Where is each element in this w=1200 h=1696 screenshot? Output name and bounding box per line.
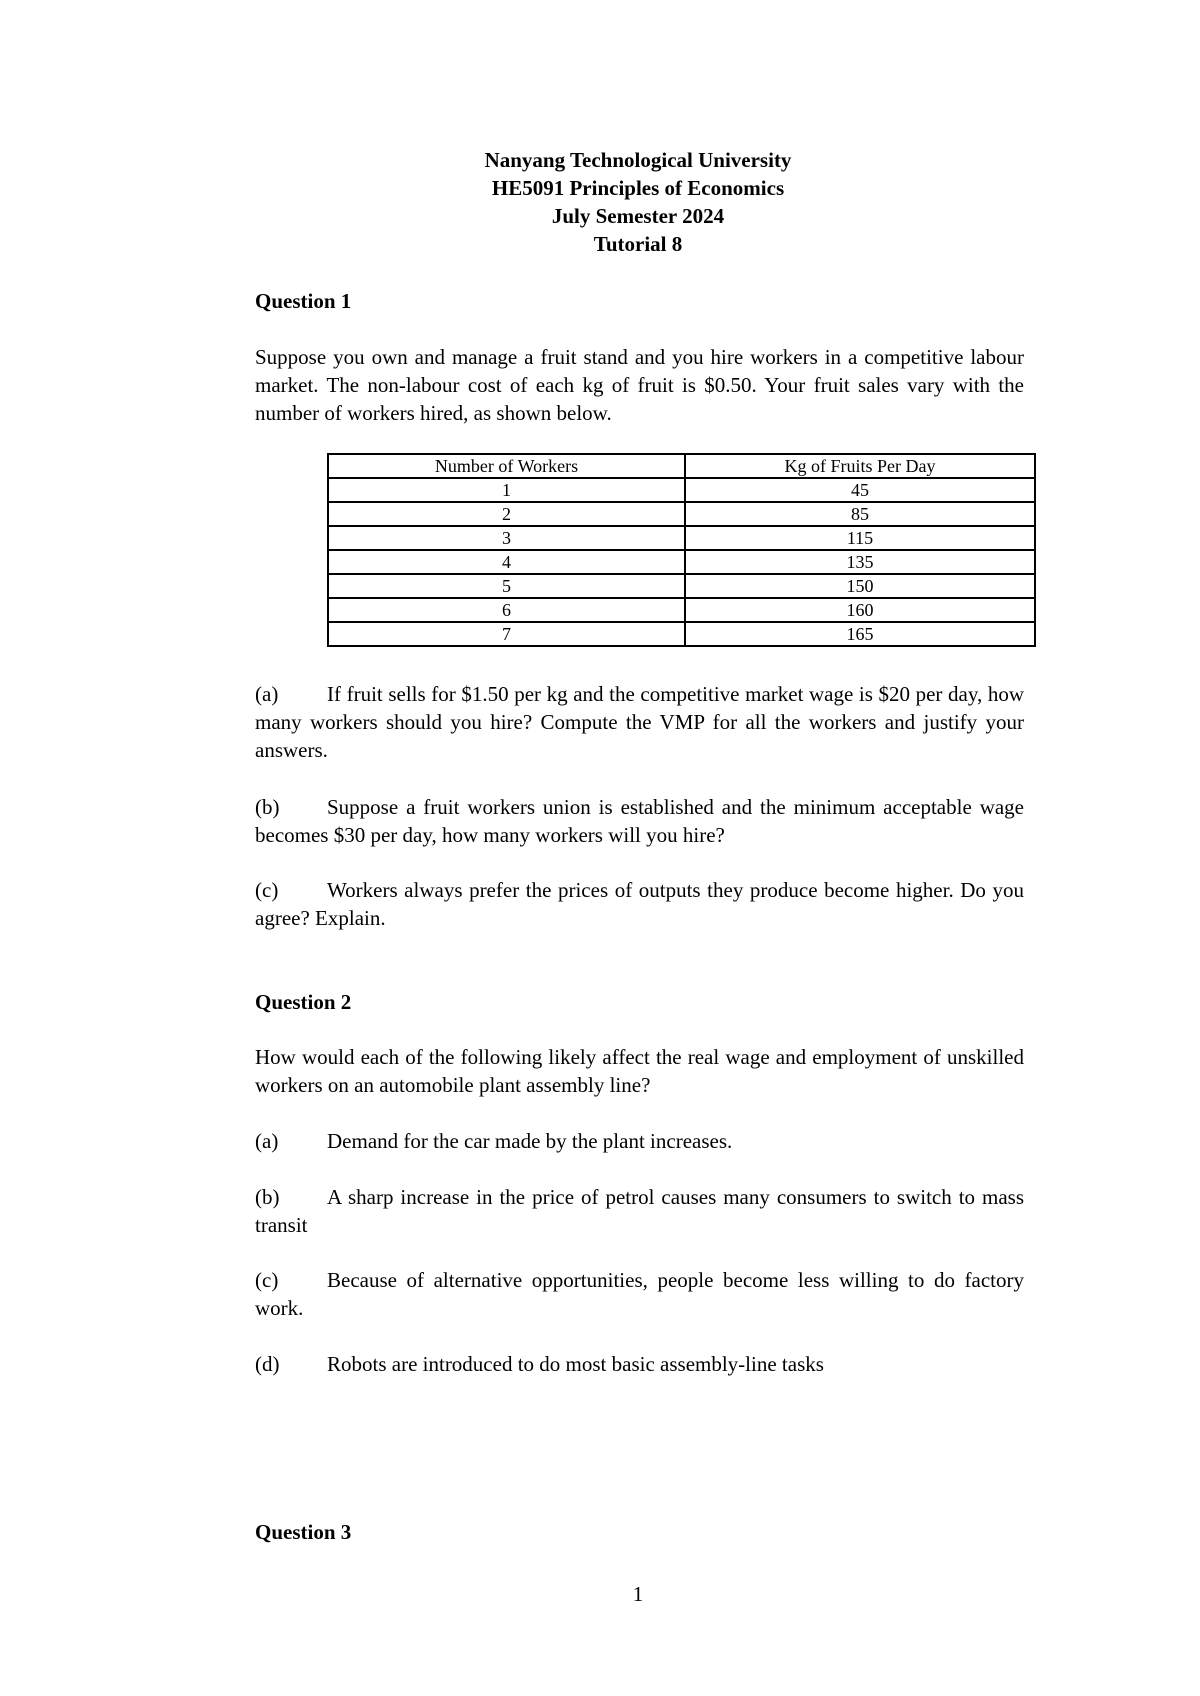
column-header-workers: Number of Workers [328,454,685,478]
workers-cell: 1 [328,478,685,502]
part-text: A sharp increase in the price of petrol causes many consumers to switch to mass transit [255,1185,1024,1237]
question-2-part-c [255,1266,1024,1322]
workers-cell: 6 [328,598,685,622]
workers-cell: 2 [328,502,685,526]
fruit-output-table [327,453,1036,647]
part-label: (b) [255,1185,280,1209]
semester-label: July Semester 2024 [551,204,725,228]
column-header-kg: Kg of Fruits Per Day [685,454,1035,478]
kg-cell: 135 [685,550,1035,574]
part-label: (b) [255,795,280,819]
kg-cell: 115 [685,526,1035,550]
tutorial-label: Tutorial 8 [593,232,683,256]
table-row [328,502,1035,526]
part-text: Suppose a fruit workers union is established and the minimum acceptable wage becomes $30 per day, how many workers will you hire? [255,795,1024,847]
part-text: Workers always prefer the prices of outputs they produce become higher. Do you agree? Explain. [255,878,1024,930]
page-number: 1 [632,1582,644,1606]
workers-cell: 4 [328,550,685,574]
question-1-intro: Suppose you own and manage a fruit stand and you hire workers in a competitive labour market. The non-labour cost of each kg of fruit is $0.50. Your fruit sales vary with the number of workers hired, as shown below. [255,345,1024,425]
question-1-part-c [255,876,1024,932]
workers-cell: 3 [328,526,685,550]
question-2-part-a [255,1127,1024,1155]
course-title: HE5091 Principles of Economics [491,176,785,200]
kg-cell: 150 [685,574,1035,598]
part-label: (a) [255,682,279,706]
table-row [328,574,1035,598]
workers-cell: 7 [328,622,685,646]
part-text: Because of alternative opportunities, people become less willing to do factory work. [255,1268,1024,1320]
part-label: (c) [255,1268,279,1292]
question-2-heading: Question 2 [255,990,352,1014]
question-2-intro: How would each of the following likely affect the real wage and employment of unskilled workers on an automobile plant assembly line? [255,1045,1024,1097]
part-text: Robots are introduced to do most basic assembly-line tasks [327,1352,824,1376]
part-label: (a) [255,1129,279,1153]
question-2-part-d [255,1350,1024,1378]
part-text: Demand for the car made by the plant increases. [327,1129,733,1153]
table-row [328,598,1035,622]
workers-cell: 5 [328,574,685,598]
question-1-heading: Question 1 [255,289,352,313]
document-header [0,146,1200,258]
university-name: Nanyang Technological University [484,148,792,172]
part-label: (d) [255,1352,280,1376]
table-row [328,478,1035,502]
kg-cell: 45 [685,478,1035,502]
kg-cell: 165 [685,622,1035,646]
table-row [328,622,1035,646]
kg-cell: 85 [685,502,1035,526]
table-row [328,526,1035,550]
question-3-heading: Question 3 [255,1520,352,1544]
question-2-part-b [255,1183,1024,1239]
table-row [328,550,1035,574]
table-header-row [328,454,1035,478]
kg-cell: 160 [685,598,1035,622]
question-1-part-a [255,680,1024,764]
part-text: If fruit sells for $1.50 per kg and the competitive market wage is $20 per day, how many workers should you hire? Compute the VMP for all the workers and justify your answers. [255,682,1024,762]
question-1-part-b [255,793,1024,849]
part-label: (c) [255,878,279,902]
